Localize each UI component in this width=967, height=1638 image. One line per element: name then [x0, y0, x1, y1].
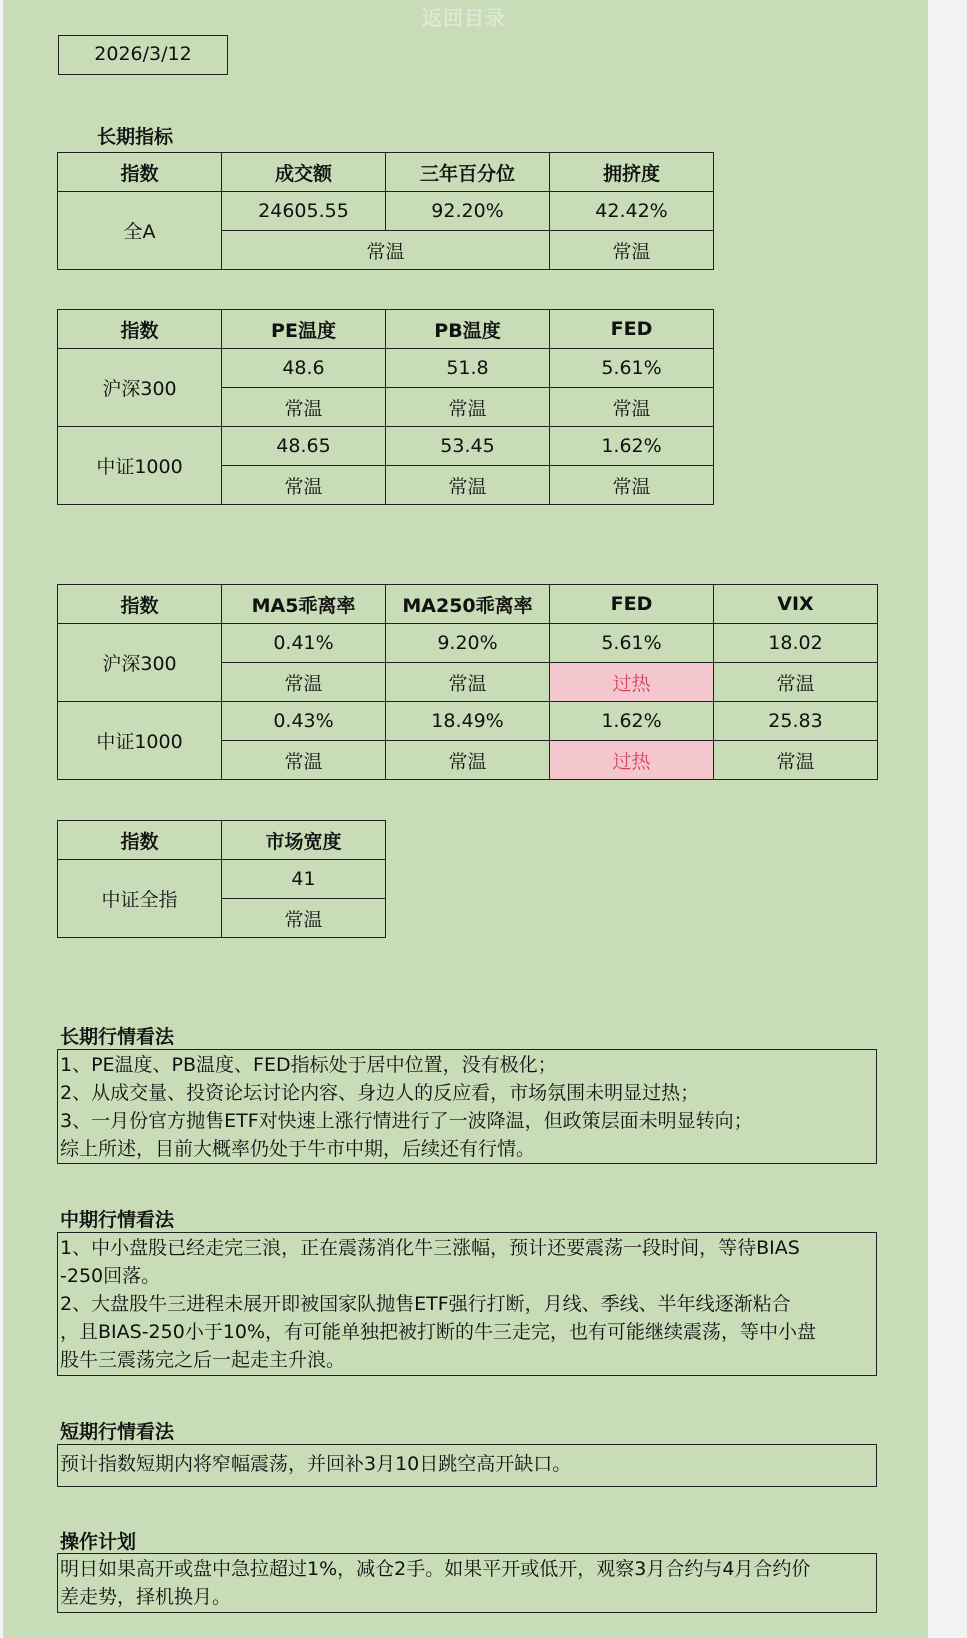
status-cell: 常温: [222, 663, 386, 702]
crowding-status-cell: 常温: [550, 231, 714, 270]
mid-term-view-title: 中期行情看法: [60, 1209, 175, 1231]
breadth-value: 41: [222, 860, 386, 899]
date-cell: 2026/3/12: [58, 35, 228, 75]
status-cell-overheated: 过热: [550, 663, 714, 702]
value-cell: 1.62%: [550, 702, 714, 741]
text-line: 预计指数短期内将窄幅震荡，并回补3月10日跳空高开缺口。: [60, 1453, 572, 1475]
status-cell: 常温: [714, 663, 878, 702]
right-edge: [928, 0, 967, 1638]
header-index: 指数: [58, 585, 222, 624]
value-cell: 53.45: [386, 427, 550, 466]
index-name-cell: 全A: [58, 192, 222, 270]
header-fed: FED: [550, 585, 714, 624]
text-line: 2、从成交量、投资论坛讨论内容、身边人的反应看，市场氛围未明显过热；: [60, 1082, 700, 1104]
text-line: 差走势，择机换月。: [60, 1586, 232, 1608]
status-cell: 常温: [386, 466, 550, 505]
long-term-view-text: [57, 1049, 877, 1164]
header-ma250-bias: MA250乖离率: [386, 585, 550, 624]
header-index: 指数: [58, 310, 222, 349]
turnover-value: 24605.55: [222, 192, 386, 231]
header-turnover: 成交额: [222, 153, 386, 192]
status-cell: 常温: [222, 741, 386, 780]
market-breadth-table: [57, 820, 386, 938]
text-line: 1、中小盘股已经走完三浪，正在震荡消化牛三涨幅，预计还要震荡一段时间，等待BIAS: [60, 1237, 800, 1259]
value-cell: 5.61%: [550, 624, 714, 663]
value-cell: 51.8: [386, 349, 550, 388]
status-cell: 常温: [550, 388, 714, 427]
header-index: 指数: [58, 821, 222, 860]
valuation-table: [57, 309, 714, 505]
text-line: 明日如果高开或盘中急拉超过1%，减仓2手。如果平开或低开，观察3月合约与4月合约价: [60, 1558, 811, 1580]
short-term-view-title: 短期行情看法: [60, 1421, 175, 1443]
status-cell: 常温: [222, 466, 386, 505]
index-name-cell: 沪深300: [58, 624, 222, 702]
text-line: 2、大盘股牛三进程未展开即被国家队抛售ETF强行打断，月线、季线、半年线逐渐粘合: [60, 1293, 791, 1315]
header-ma5-bias: MA5乖离率: [222, 585, 386, 624]
breadth-status: 常温: [222, 899, 386, 938]
status-cell: 常温: [386, 388, 550, 427]
status-cell: 常温: [550, 466, 714, 505]
value-cell: 1.62%: [550, 427, 714, 466]
header-three-year-percentile: 三年百分位: [386, 153, 550, 192]
short-term-view-text: [57, 1444, 877, 1487]
status-cell-overheated: 过热: [550, 741, 714, 780]
crowding-value: 42.42%: [550, 192, 714, 231]
value-cell: 48.65: [222, 427, 386, 466]
header-fed: FED: [550, 310, 714, 349]
value-cell: 9.20%: [386, 624, 550, 663]
mid-term-view-text: [57, 1232, 877, 1376]
header-crowding: 拥挤度: [550, 153, 714, 192]
header-vix: VIX: [714, 585, 878, 624]
value-cell: 0.41%: [222, 624, 386, 663]
text-line: ，且BIAS-250小于10%，有可能单独把被打断的牛三走完，也有可能继续震荡，等中小盘: [60, 1321, 817, 1343]
status-merged-cell: 常温: [222, 231, 550, 270]
status-cell: 常温: [714, 741, 878, 780]
value-cell: 25.83: [714, 702, 878, 741]
header-pe-temp: PE温度: [222, 310, 386, 349]
percentile-value: 92.20%: [386, 192, 550, 231]
text-line: 1、PE温度、PB温度、FED指标处于居中位置，没有极化；: [60, 1054, 557, 1076]
long-term-view-title: 长期行情看法: [60, 1026, 175, 1048]
operation-plan-text: [57, 1553, 877, 1613]
header-index: 指数: [58, 153, 222, 192]
status-cell: 常温: [386, 741, 550, 780]
text-line: 综上所述，目前大概率仍处于牛市中期，后续还有行情。: [60, 1138, 536, 1160]
value-cell: 18.02: [714, 624, 878, 663]
value-cell: 18.49%: [386, 702, 550, 741]
long-term-table: [57, 152, 714, 270]
status-cell: 常温: [222, 388, 386, 427]
value-cell: 5.61%: [550, 349, 714, 388]
text-line: -250回落。: [60, 1265, 161, 1287]
index-name-cell: 中证全指: [58, 860, 222, 938]
left-edge: [0, 0, 3, 1638]
index-name-cell: 中证1000: [58, 427, 222, 505]
operation-plan-title: 操作计划: [60, 1531, 137, 1553]
index-name-cell: 沪深300: [58, 349, 222, 427]
technical-table: [57, 584, 878, 780]
back-to-contents-link[interactable]: 返回目录: [422, 6, 506, 30]
long-term-indicators-title: 长期指标: [97, 126, 174, 148]
index-name-cell: 中证1000: [58, 702, 222, 780]
header-market-breadth: 市场宽度: [222, 821, 386, 860]
header-pb-temp: PB温度: [386, 310, 550, 349]
text-line: 股牛三震荡完之后一起走主升浪。: [60, 1349, 346, 1371]
value-cell: 48.6: [222, 349, 386, 388]
text-line: 3、一月份官方抛售ETF对快速上涨行情进行了一波降温，但政策层面未明显转向；: [60, 1110, 753, 1132]
status-cell: 常温: [386, 663, 550, 702]
value-cell: 0.43%: [222, 702, 386, 741]
